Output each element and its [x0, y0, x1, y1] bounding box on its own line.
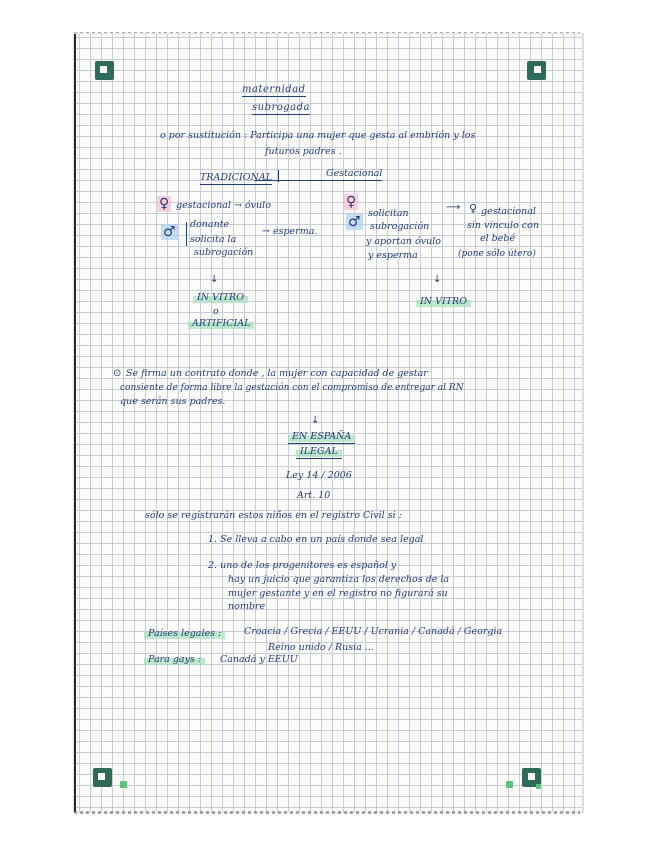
female-symbol-icon-gestational: ♀	[346, 194, 357, 210]
male-symbol-icon-gestational: ♂	[348, 214, 361, 230]
registry-item-2-line-1: 2. uno de los progenitores es español y	[208, 560, 397, 571]
female-symbol-icon: ♀	[159, 196, 170, 212]
registry-item-2-line-3: mujer gestante y en el registro no figurará su	[228, 588, 448, 599]
gestational-method: IN VITRO	[416, 296, 471, 308]
spain-status-1: EN ESPAÑA	[288, 431, 355, 444]
scan-dot-right	[536, 784, 541, 789]
down-arrow-icon: ↓	[210, 274, 219, 285]
traditional-method-1: IN VITRO	[193, 292, 248, 304]
traditional-male-request-2: subrogación	[194, 247, 254, 258]
traditional-method-2: ARTIFICIAL	[188, 318, 254, 330]
spain-status-2: ILEGAL	[296, 446, 342, 459]
gestational-carrier-4: (pone sólo útero)	[458, 249, 536, 259]
traditional-or: o	[213, 306, 219, 317]
gays-label: Para gays :	[144, 654, 205, 666]
scan-marker-top-left	[95, 61, 114, 80]
page-subtitle: subrogada	[252, 102, 311, 113]
contract-line-3: que serán sus padres.	[120, 396, 226, 407]
down-arrow-icon-gestational: ↓	[433, 274, 442, 285]
gestational-request-1: solicitan	[368, 208, 409, 219]
right-arrow-icon: ⟶	[446, 202, 461, 213]
gestational-carrier-1: gestacional	[481, 206, 536, 217]
female-symbol-icon-carrier: ♀	[469, 202, 478, 215]
spain-law: Ley 14 / 2006	[286, 470, 352, 481]
gestational-carrier-2: sin vínculo con	[467, 220, 539, 231]
registry-intro: sólo se registrarán estos niños en el registro Civil si :	[145, 510, 402, 521]
gays-value: Canadá y EEUU	[220, 654, 298, 665]
registry-item-1: 1. Se lleva a cabo en un país donde sea legal	[208, 534, 424, 545]
definition-line-1: o por sustitución : Participa una mujer que gesta al embrión y los	[160, 130, 476, 141]
traditional-male-request: solicita la	[190, 234, 237, 245]
gestational-request-2: subrogación	[370, 221, 430, 232]
spain-article: Art. 10	[297, 490, 331, 501]
traditional-sperm: → esperma.	[262, 226, 318, 237]
page-title: maternidad	[242, 84, 306, 95]
definition-line-2: futuros padres .	[265, 146, 342, 157]
gestational-request-4: y esperma	[368, 250, 418, 261]
type-traditional: TRADICIONAL	[200, 172, 273, 183]
bracket-line	[186, 222, 187, 246]
male-symbol-icon: ♂	[163, 224, 176, 240]
gestational-carrier-3: el bebé	[480, 233, 516, 244]
down-arrow-icon-spain: ↓	[311, 415, 320, 426]
legal-countries-label: Países legales :	[144, 628, 225, 640]
page-edge-bottom	[74, 811, 580, 814]
scan-marker-bottom-left	[93, 768, 112, 787]
legal-countries-line-2: Reino unido / Rusia ...	[268, 642, 374, 653]
scan-marker-top-right	[527, 61, 546, 80]
traditional-female: gestacional → óvulo	[176, 200, 271, 211]
registry-item-2-line-2: hay un juicio que garantiza los derechos de la	[228, 574, 450, 585]
traditional-male-donor: donante	[190, 219, 230, 230]
contract-line-2: consiente de forma libre la gestación con el compromiso de entregar al RN	[120, 383, 464, 393]
registry-item-2-line-4: nombre	[228, 601, 266, 612]
legal-countries-line-1: Croacia / Grecia / EEUU / Ucrania / Canadá / Georgia	[244, 626, 503, 637]
circled-bullet-icon: ⊙	[113, 368, 122, 379]
type-gestational: Gestacional	[326, 168, 383, 179]
gestational-request-3: y aportan óvulo	[366, 236, 441, 247]
scan-dot-bottom-right	[506, 781, 513, 788]
contract-line-1: Se firma un contrato donde , la mujer con capacidad de gestar	[126, 368, 428, 379]
scan-dot-bottom-left	[120, 781, 127, 788]
